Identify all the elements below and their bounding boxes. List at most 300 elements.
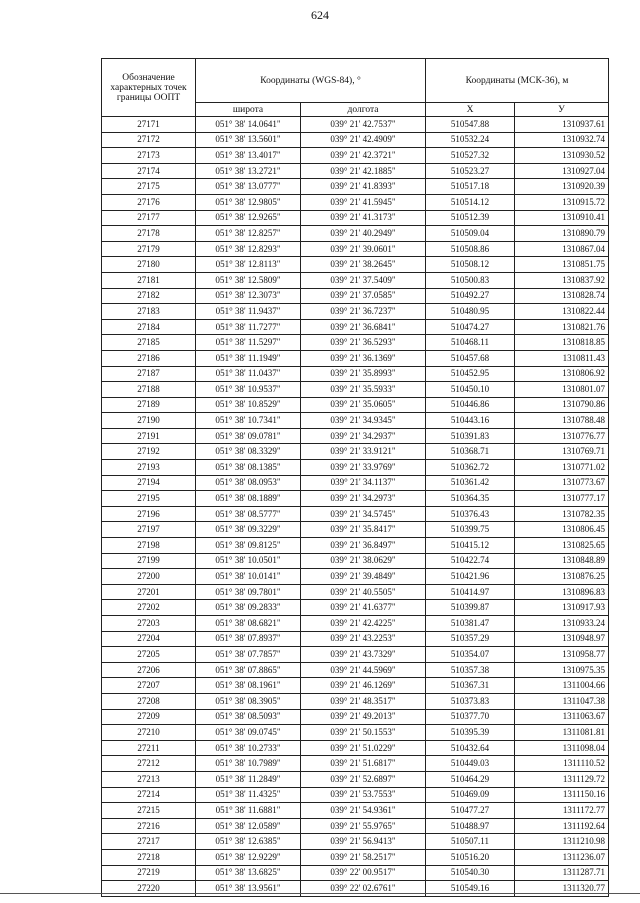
table-row (102, 366, 609, 382)
latitude-cell: 051° 38' 10.7989" (196, 756, 301, 772)
table-row (102, 803, 609, 819)
x-coord-cell: 510354.07 (426, 647, 515, 663)
longitude-cell: 039° 22' 00.9517" (301, 865, 426, 881)
longitude-cell: 039° 21' 50.1553" (301, 725, 426, 741)
x-coord-cell: 510399.75 (426, 522, 515, 538)
y-coord-cell: 1310890.79 (515, 226, 609, 242)
latitude-cell: 051° 38' 09.0781" (196, 428, 301, 444)
latitude-cell: 051° 38' 13.6825" (196, 865, 301, 881)
longitude-cell: 039° 21' 44.5969" (301, 662, 426, 678)
y-coord-cell: 1310825.65 (515, 538, 609, 554)
latitude-cell: 051° 38' 09.3229" (196, 522, 301, 538)
y-coord-cell: 1310948.97 (515, 631, 609, 647)
latitude-cell: 051° 38' 14.0641" (196, 117, 301, 133)
table-row (102, 709, 609, 725)
table-row (102, 335, 609, 351)
y-coord-cell: 1310867.04 (515, 241, 609, 257)
longitude-cell: 039° 21' 58.2517" (301, 849, 426, 865)
y-coord-cell: 1310806.45 (515, 522, 609, 538)
y-coord-cell: 1310811.43 (515, 350, 609, 366)
x-coord-cell: 510488.97 (426, 818, 515, 834)
y-coord-cell: 1311129.72 (515, 771, 609, 787)
table-row (102, 117, 609, 133)
x-coord-cell: 510377.70 (426, 709, 515, 725)
y-coord-cell: 1311320.77 (515, 881, 609, 897)
table-row (102, 272, 609, 288)
point-id-cell: 27195 (102, 491, 196, 507)
header-longitude: долгота (301, 103, 426, 117)
header-latitude: широта (196, 103, 301, 117)
latitude-cell: 051° 38' 12.3073" (196, 288, 301, 304)
x-coord-cell: 510508.86 (426, 241, 515, 257)
table-row (102, 413, 609, 429)
longitude-cell: 039° 21' 34.5745" (301, 506, 426, 522)
point-id-cell: 27191 (102, 428, 196, 444)
longitude-cell: 039° 21' 33.9121" (301, 444, 426, 460)
point-id-cell: 27210 (102, 725, 196, 741)
y-coord-cell: 1310821.76 (515, 319, 609, 335)
x-coord-cell: 510364.35 (426, 491, 515, 507)
point-id-cell: 27184 (102, 319, 196, 335)
table-row (102, 428, 609, 444)
latitude-cell: 051° 38' 12.9805" (196, 194, 301, 210)
latitude-cell: 051° 38' 10.2733" (196, 740, 301, 756)
latitude-cell: 051° 38' 12.6385" (196, 834, 301, 850)
y-coord-cell: 1310915.72 (515, 194, 609, 210)
latitude-cell: 051° 38' 08.5777" (196, 506, 301, 522)
x-coord-cell: 510457.68 (426, 350, 515, 366)
point-id-cell: 27176 (102, 194, 196, 210)
latitude-cell: 051° 38' 13.5601" (196, 132, 301, 148)
table-row (102, 849, 609, 865)
table-row (102, 647, 609, 663)
header-y: У (515, 103, 609, 117)
x-coord-cell: 510480.95 (426, 304, 515, 320)
x-coord-cell: 510540.30 (426, 865, 515, 881)
x-coord-cell: 510367.31 (426, 678, 515, 694)
x-coord-cell: 510477.27 (426, 803, 515, 819)
latitude-cell: 051° 38' 13.4017" (196, 148, 301, 164)
point-id-cell: 27199 (102, 553, 196, 569)
point-id-cell: 27178 (102, 226, 196, 242)
y-coord-cell: 1311098.04 (515, 740, 609, 756)
point-id-cell: 27173 (102, 148, 196, 164)
latitude-cell: 051° 38' 13.9561" (196, 881, 301, 897)
y-coord-cell: 1310782.35 (515, 506, 609, 522)
page-bottom-rule (0, 893, 640, 894)
x-coord-cell: 510507.11 (426, 834, 515, 850)
latitude-cell: 051° 38' 10.9537" (196, 382, 301, 398)
point-id-cell: 27190 (102, 413, 196, 429)
longitude-cell: 039° 21' 37.5409" (301, 272, 426, 288)
y-coord-cell: 1310801.07 (515, 382, 609, 398)
table-row (102, 397, 609, 413)
point-id-cell: 27206 (102, 662, 196, 678)
latitude-cell: 051° 38' 11.6881" (196, 803, 301, 819)
latitude-cell: 051° 38' 09.0745" (196, 725, 301, 741)
x-coord-cell: 510446.86 (426, 397, 515, 413)
longitude-cell: 039° 21' 41.3173" (301, 210, 426, 226)
x-coord-cell: 510422.74 (426, 553, 515, 569)
header-points: Обозначение характерных точек границы ООПТ (102, 59, 196, 117)
longitude-cell: 039° 21' 38.0629" (301, 553, 426, 569)
table-row (102, 818, 609, 834)
point-id-cell: 27172 (102, 132, 196, 148)
table-row (102, 600, 609, 616)
longitude-cell: 039° 21' 53.7553" (301, 787, 426, 803)
latitude-cell: 051° 38' 09.8125" (196, 538, 301, 554)
latitude-cell: 051° 38' 11.1949" (196, 350, 301, 366)
page-number: 624 (311, 8, 329, 22)
point-id-cell: 27203 (102, 616, 196, 632)
x-coord-cell: 510373.83 (426, 693, 515, 709)
point-id-cell: 27201 (102, 584, 196, 600)
point-id-cell: 27215 (102, 803, 196, 819)
x-coord-cell: 510549.16 (426, 881, 515, 897)
y-coord-cell: 1310851.75 (515, 257, 609, 273)
x-coord-cell: 510517.18 (426, 179, 515, 195)
latitude-cell: 051° 38' 13.0777" (196, 179, 301, 195)
x-coord-cell: 510469.09 (426, 787, 515, 803)
longitude-cell: 039° 21' 55.9765" (301, 818, 426, 834)
y-coord-cell: 1311110.52 (515, 756, 609, 772)
point-id-cell: 27175 (102, 179, 196, 195)
latitude-cell: 051° 38' 08.3329" (196, 444, 301, 460)
table-row (102, 257, 609, 273)
longitude-cell: 039° 21' 43.2253" (301, 631, 426, 647)
latitude-cell: 051° 38' 12.9265" (196, 210, 301, 226)
point-id-cell: 27171 (102, 117, 196, 133)
longitude-cell: 039° 21' 40.2949" (301, 226, 426, 242)
x-coord-cell: 510395.39 (426, 725, 515, 741)
table-row (102, 756, 609, 772)
y-coord-cell: 1310917.93 (515, 600, 609, 616)
latitude-cell: 051° 38' 08.5093" (196, 709, 301, 725)
latitude-cell: 051° 38' 12.8257" (196, 226, 301, 242)
point-id-cell: 27192 (102, 444, 196, 460)
y-coord-cell: 1310937.61 (515, 117, 609, 133)
y-coord-cell: 1310776.77 (515, 428, 609, 444)
table-row (102, 241, 609, 257)
x-coord-cell: 510512.39 (426, 210, 515, 226)
point-id-cell: 27211 (102, 740, 196, 756)
table-row (102, 350, 609, 366)
table-row (102, 148, 609, 164)
y-coord-cell: 1311063.67 (515, 709, 609, 725)
point-id-cell: 27220 (102, 881, 196, 897)
y-coord-cell: 1311192.64 (515, 818, 609, 834)
latitude-cell: 051° 38' 11.4325" (196, 787, 301, 803)
x-coord-cell: 510414.97 (426, 584, 515, 600)
x-coord-cell: 510547.88 (426, 117, 515, 133)
table-row (102, 522, 609, 538)
x-coord-cell: 510500.83 (426, 272, 515, 288)
y-coord-cell: 1311172.77 (515, 803, 609, 819)
table-row (102, 553, 609, 569)
longitude-cell: 039° 21' 35.8417" (301, 522, 426, 538)
latitude-cell: 051° 38' 10.7341" (196, 413, 301, 429)
longitude-cell: 039° 21' 48.3517" (301, 693, 426, 709)
y-coord-cell: 1310828.74 (515, 288, 609, 304)
y-coord-cell: 1310788.48 (515, 413, 609, 429)
table-row (102, 506, 609, 522)
point-id-cell: 27196 (102, 506, 196, 522)
table-row (102, 693, 609, 709)
header-msk36: Координаты (МСК-36), м (426, 59, 609, 103)
latitude-cell: 051° 38' 11.2849" (196, 771, 301, 787)
table-row (102, 584, 609, 600)
y-coord-cell: 1310806.92 (515, 366, 609, 382)
longitude-cell: 039° 21' 51.0229" (301, 740, 426, 756)
point-id-cell: 27189 (102, 397, 196, 413)
x-coord-cell: 510376.43 (426, 506, 515, 522)
table-row (102, 210, 609, 226)
point-id-cell: 27204 (102, 631, 196, 647)
latitude-cell: 051° 38' 11.9437" (196, 304, 301, 320)
table-row (102, 662, 609, 678)
table-row (102, 569, 609, 585)
point-id-cell: 27219 (102, 865, 196, 881)
longitude-cell: 039° 21' 46.1269" (301, 678, 426, 694)
longitude-cell: 039° 21' 40.5505" (301, 584, 426, 600)
x-coord-cell: 510492.27 (426, 288, 515, 304)
point-id-cell: 27212 (102, 756, 196, 772)
x-coord-cell: 510474.27 (426, 319, 515, 335)
table-row (102, 132, 609, 148)
y-coord-cell: 1310837.92 (515, 272, 609, 288)
coordinates-table (101, 58, 609, 897)
y-coord-cell: 1310910.41 (515, 210, 609, 226)
longitude-cell: 039° 21' 34.9345" (301, 413, 426, 429)
longitude-cell: 039° 21' 49.2013" (301, 709, 426, 725)
y-coord-cell: 1311004.66 (515, 678, 609, 694)
latitude-cell: 051° 38' 09.2833" (196, 600, 301, 616)
point-id-cell: 27209 (102, 709, 196, 725)
table-row (102, 678, 609, 694)
point-id-cell: 27202 (102, 600, 196, 616)
longitude-cell: 039° 21' 54.9361" (301, 803, 426, 819)
latitude-cell: 051° 38' 12.9229" (196, 849, 301, 865)
point-id-cell: 27187 (102, 366, 196, 382)
table-row (102, 444, 609, 460)
table-row (102, 194, 609, 210)
point-id-cell: 27174 (102, 163, 196, 179)
point-id-cell: 27208 (102, 693, 196, 709)
longitude-cell: 039° 21' 56.9413" (301, 834, 426, 850)
point-id-cell: 27179 (102, 241, 196, 257)
table-row (102, 834, 609, 850)
y-coord-cell: 1310822.44 (515, 304, 609, 320)
longitude-cell: 039° 21' 36.1369" (301, 350, 426, 366)
longitude-cell: 039° 21' 39.0601" (301, 241, 426, 257)
latitude-cell: 051° 38' 08.1961" (196, 678, 301, 694)
y-coord-cell: 1311287.71 (515, 865, 609, 881)
latitude-cell: 051° 38' 11.0437" (196, 366, 301, 382)
latitude-cell: 051° 38' 11.7277" (196, 319, 301, 335)
x-coord-cell: 510415.12 (426, 538, 515, 554)
y-coord-cell: 1310771.02 (515, 460, 609, 476)
longitude-cell: 039° 21' 39.4849" (301, 569, 426, 585)
longitude-cell: 039° 21' 51.6817" (301, 756, 426, 772)
table-row (102, 771, 609, 787)
latitude-cell: 051° 38' 08.1889" (196, 491, 301, 507)
point-id-cell: 27183 (102, 304, 196, 320)
x-coord-cell: 510381.47 (426, 616, 515, 632)
x-coord-cell: 510421.96 (426, 569, 515, 585)
point-id-cell: 27218 (102, 849, 196, 865)
y-coord-cell: 1310933.24 (515, 616, 609, 632)
longitude-cell: 039° 21' 42.4909" (301, 132, 426, 148)
table-row (102, 631, 609, 647)
longitude-cell: 039° 21' 42.7537" (301, 117, 426, 133)
table-row (102, 163, 609, 179)
longitude-cell: 039° 21' 35.0605" (301, 397, 426, 413)
point-id-cell: 27181 (102, 272, 196, 288)
point-id-cell: 27180 (102, 257, 196, 273)
x-coord-cell: 510452.95 (426, 366, 515, 382)
x-coord-cell: 510449.03 (426, 756, 515, 772)
latitude-cell: 051° 38' 07.8865" (196, 662, 301, 678)
latitude-cell: 051° 38' 10.8529" (196, 397, 301, 413)
x-coord-cell: 510464.29 (426, 771, 515, 787)
point-id-cell: 27186 (102, 350, 196, 366)
y-coord-cell: 1310773.67 (515, 475, 609, 491)
x-coord-cell: 510443.16 (426, 413, 515, 429)
x-coord-cell: 510523.27 (426, 163, 515, 179)
x-coord-cell: 510362.72 (426, 460, 515, 476)
latitude-cell: 051° 38' 12.8113" (196, 257, 301, 273)
longitude-cell: 039° 21' 41.8393" (301, 179, 426, 195)
y-coord-cell: 1311081.81 (515, 725, 609, 741)
x-coord-cell: 510357.29 (426, 631, 515, 647)
latitude-cell: 051° 38' 08.1385" (196, 460, 301, 476)
point-id-cell: 27207 (102, 678, 196, 694)
x-coord-cell: 510514.12 (426, 194, 515, 210)
y-coord-cell: 1310896.83 (515, 584, 609, 600)
point-id-cell: 27205 (102, 647, 196, 663)
point-id-cell: 27194 (102, 475, 196, 491)
point-id-cell: 27214 (102, 787, 196, 803)
table-row (102, 382, 609, 398)
point-id-cell: 27177 (102, 210, 196, 226)
x-coord-cell: 510509.04 (426, 226, 515, 242)
y-coord-cell: 1310848.89 (515, 553, 609, 569)
point-id-cell: 27198 (102, 538, 196, 554)
x-coord-cell: 510532.24 (426, 132, 515, 148)
x-coord-cell: 510516.20 (426, 849, 515, 865)
y-coord-cell: 1310777.17 (515, 491, 609, 507)
latitude-cell: 051° 38' 13.2721" (196, 163, 301, 179)
table-row (102, 319, 609, 335)
longitude-cell: 039° 21' 42.4225" (301, 616, 426, 632)
longitude-cell: 039° 21' 34.2937" (301, 428, 426, 444)
x-coord-cell: 510361.42 (426, 475, 515, 491)
latitude-cell: 051° 38' 08.6821" (196, 616, 301, 632)
point-id-cell: 27185 (102, 335, 196, 351)
longitude-cell: 039° 21' 35.5933" (301, 382, 426, 398)
point-id-cell: 27188 (102, 382, 196, 398)
header-x: X (426, 103, 515, 117)
y-coord-cell: 1310927.04 (515, 163, 609, 179)
table-row (102, 226, 609, 242)
point-id-cell: 27213 (102, 771, 196, 787)
y-coord-cell: 1310920.39 (515, 179, 609, 195)
latitude-cell: 051° 38' 10.0501" (196, 553, 301, 569)
y-coord-cell: 1310958.77 (515, 647, 609, 663)
longitude-cell: 039° 21' 43.7329" (301, 647, 426, 663)
x-coord-cell: 510432.64 (426, 740, 515, 756)
y-coord-cell: 1310930.52 (515, 148, 609, 164)
longitude-cell: 039° 21' 34.2973" (301, 491, 426, 507)
latitude-cell: 051° 38' 08.3905" (196, 693, 301, 709)
table-row (102, 787, 609, 803)
longitude-cell: 039° 21' 36.7237" (301, 304, 426, 320)
y-coord-cell: 1310876.25 (515, 569, 609, 585)
table-row (102, 616, 609, 632)
latitude-cell: 051° 38' 10.0141" (196, 569, 301, 585)
table-row (102, 288, 609, 304)
longitude-cell: 039° 21' 41.5945" (301, 194, 426, 210)
latitude-cell: 051° 38' 07.7857" (196, 647, 301, 663)
longitude-cell: 039° 21' 38.2645" (301, 257, 426, 273)
y-coord-cell: 1311150.16 (515, 787, 609, 803)
point-id-cell: 27197 (102, 522, 196, 538)
latitude-cell: 051° 38' 07.8937" (196, 631, 301, 647)
longitude-cell: 039° 21' 36.6841" (301, 319, 426, 335)
y-coord-cell: 1311210.98 (515, 834, 609, 850)
y-coord-cell: 1311236.07 (515, 849, 609, 865)
latitude-cell: 051° 38' 12.5809" (196, 272, 301, 288)
longitude-cell: 039° 21' 42.1885" (301, 163, 426, 179)
longitude-cell: 039° 22' 02.6761" (301, 881, 426, 897)
table-row (102, 475, 609, 491)
point-id-cell: 27200 (102, 569, 196, 585)
latitude-cell: 051° 38' 12.0589" (196, 818, 301, 834)
longitude-cell: 039° 21' 42.3721" (301, 148, 426, 164)
x-coord-cell: 510527.32 (426, 148, 515, 164)
table-row (102, 865, 609, 881)
longitude-cell: 039° 21' 52.6897" (301, 771, 426, 787)
x-coord-cell: 510357.38 (426, 662, 515, 678)
latitude-cell: 051° 38' 11.5297" (196, 335, 301, 351)
latitude-cell: 051° 38' 09.7801" (196, 584, 301, 600)
longitude-cell: 039° 21' 36.5293" (301, 335, 426, 351)
table-row (102, 179, 609, 195)
header-wgs84: Координаты (WGS-84), ° (196, 59, 426, 103)
point-id-cell: 27182 (102, 288, 196, 304)
table-row (102, 304, 609, 320)
point-id-cell: 27216 (102, 818, 196, 834)
longitude-cell: 039° 21' 34.1137" (301, 475, 426, 491)
table-body (102, 117, 609, 897)
longitude-cell: 039° 21' 37.0585" (301, 288, 426, 304)
longitude-cell: 039° 21' 36.8497" (301, 538, 426, 554)
x-coord-cell: 510468.11 (426, 335, 515, 351)
longitude-cell: 039° 21' 35.8993" (301, 366, 426, 382)
y-coord-cell: 1311047.38 (515, 693, 609, 709)
latitude-cell: 051° 38' 12.8293" (196, 241, 301, 257)
table-row (102, 740, 609, 756)
y-coord-cell: 1310975.35 (515, 662, 609, 678)
x-coord-cell: 510450.10 (426, 382, 515, 398)
longitude-cell: 039° 21' 33.9769" (301, 460, 426, 476)
latitude-cell: 051° 38' 08.0953" (196, 475, 301, 491)
x-coord-cell: 510391.83 (426, 428, 515, 444)
table-row (102, 538, 609, 554)
y-coord-cell: 1310769.71 (515, 444, 609, 460)
table-row (102, 460, 609, 476)
point-id-cell: 27193 (102, 460, 196, 476)
